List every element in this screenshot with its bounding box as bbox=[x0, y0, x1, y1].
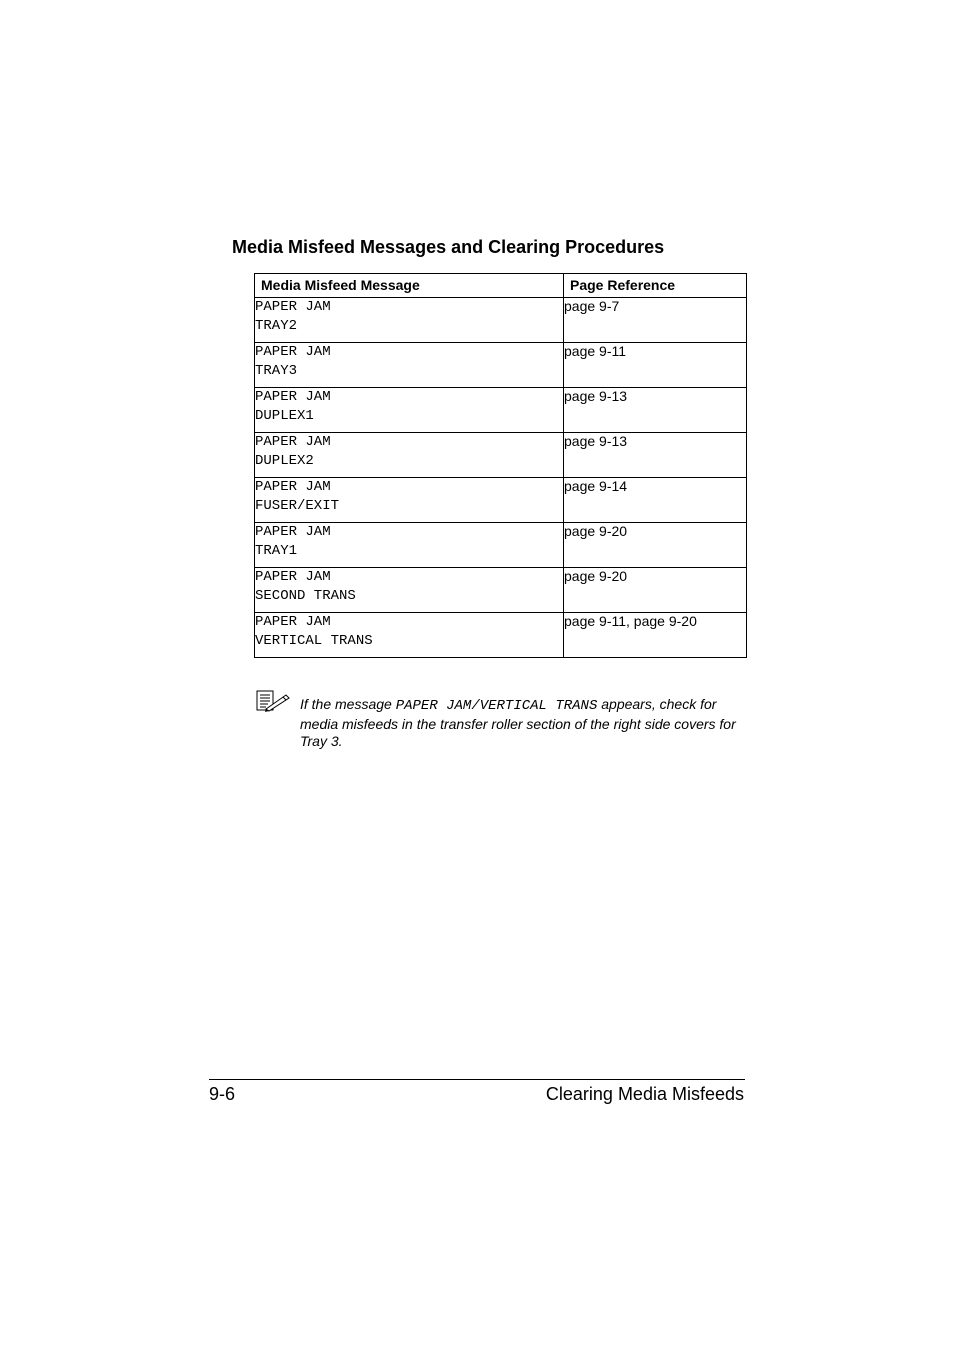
message-line-2: TRAY2 bbox=[255, 318, 298, 334]
page-reference-cell: page 9-13 bbox=[564, 433, 747, 478]
page-reference-cell: page 9-20 bbox=[564, 568, 747, 613]
page-reference-cell: page 9-13 bbox=[564, 388, 747, 433]
message-cell bbox=[255, 568, 564, 613]
footer-divider bbox=[209, 1079, 745, 1080]
column-header-page-reference: Page Reference bbox=[564, 274, 747, 298]
message-line-2: FUSER/EXIT bbox=[255, 498, 340, 514]
column-header-message: Media Misfeed Message bbox=[255, 274, 564, 298]
message-line-1: PAPER JAM bbox=[255, 614, 331, 630]
message-line-2: TRAY1 bbox=[255, 543, 298, 559]
table-row bbox=[255, 388, 747, 433]
table-row bbox=[255, 523, 747, 568]
message-line-1: PAPER JAM bbox=[255, 569, 331, 585]
message-line-2: DUPLEX2 bbox=[255, 453, 314, 469]
misfeed-table bbox=[254, 273, 747, 658]
message-line-1: PAPER JAM bbox=[255, 299, 331, 315]
message-cell bbox=[255, 613, 564, 658]
message-line-2: DUPLEX1 bbox=[255, 408, 314, 424]
message-line-2: VERTICAL TRANS bbox=[255, 633, 373, 649]
page-reference-cell: page 9-7 bbox=[564, 298, 747, 343]
table-row bbox=[255, 478, 747, 523]
message-cell bbox=[255, 433, 564, 478]
page-number: 9-6 bbox=[209, 1084, 236, 1104]
message-line-1: PAPER JAM bbox=[255, 524, 331, 540]
note-pencil-icon bbox=[256, 690, 290, 712]
message-line-2: SECOND TRANS bbox=[255, 588, 356, 604]
message-cell bbox=[255, 478, 564, 523]
message-line-1: PAPER JAM bbox=[255, 344, 331, 360]
message-cell bbox=[255, 343, 564, 388]
table-row bbox=[255, 433, 747, 478]
table-row bbox=[255, 568, 747, 613]
note-suffix: appears, check for media misfeeds in the transfer roller section of the right side covers for Tray 3. bbox=[300, 696, 736, 749]
message-line-1: PAPER JAM bbox=[255, 434, 331, 450]
note-message-code: PAPER JAM/VERTICAL TRANS bbox=[395, 698, 598, 714]
page-reference-cell: page 9-20 bbox=[564, 523, 747, 568]
page-reference-cell: page 9-11, page 9-20 bbox=[564, 613, 747, 658]
message-cell bbox=[255, 298, 564, 343]
table-row bbox=[255, 613, 747, 658]
table-row bbox=[255, 298, 747, 343]
note-text bbox=[300, 696, 746, 751]
message-line-1: PAPER JAM bbox=[255, 389, 331, 405]
message-cell bbox=[255, 523, 564, 568]
chapter-title: Clearing Media Misfeeds bbox=[545, 1084, 744, 1104]
message-cell bbox=[255, 388, 564, 433]
table-header-row bbox=[255, 274, 747, 298]
note-prefix: If the message bbox=[300, 696, 396, 712]
section-heading: Media Misfeed Messages and Clearing Procedures bbox=[232, 237, 665, 257]
page-reference-cell: page 9-11 bbox=[564, 343, 747, 388]
message-line-1: PAPER JAM bbox=[255, 479, 331, 495]
message-line-2: TRAY3 bbox=[255, 363, 298, 379]
page-reference-cell: page 9-14 bbox=[564, 478, 747, 523]
table-row bbox=[255, 343, 747, 388]
